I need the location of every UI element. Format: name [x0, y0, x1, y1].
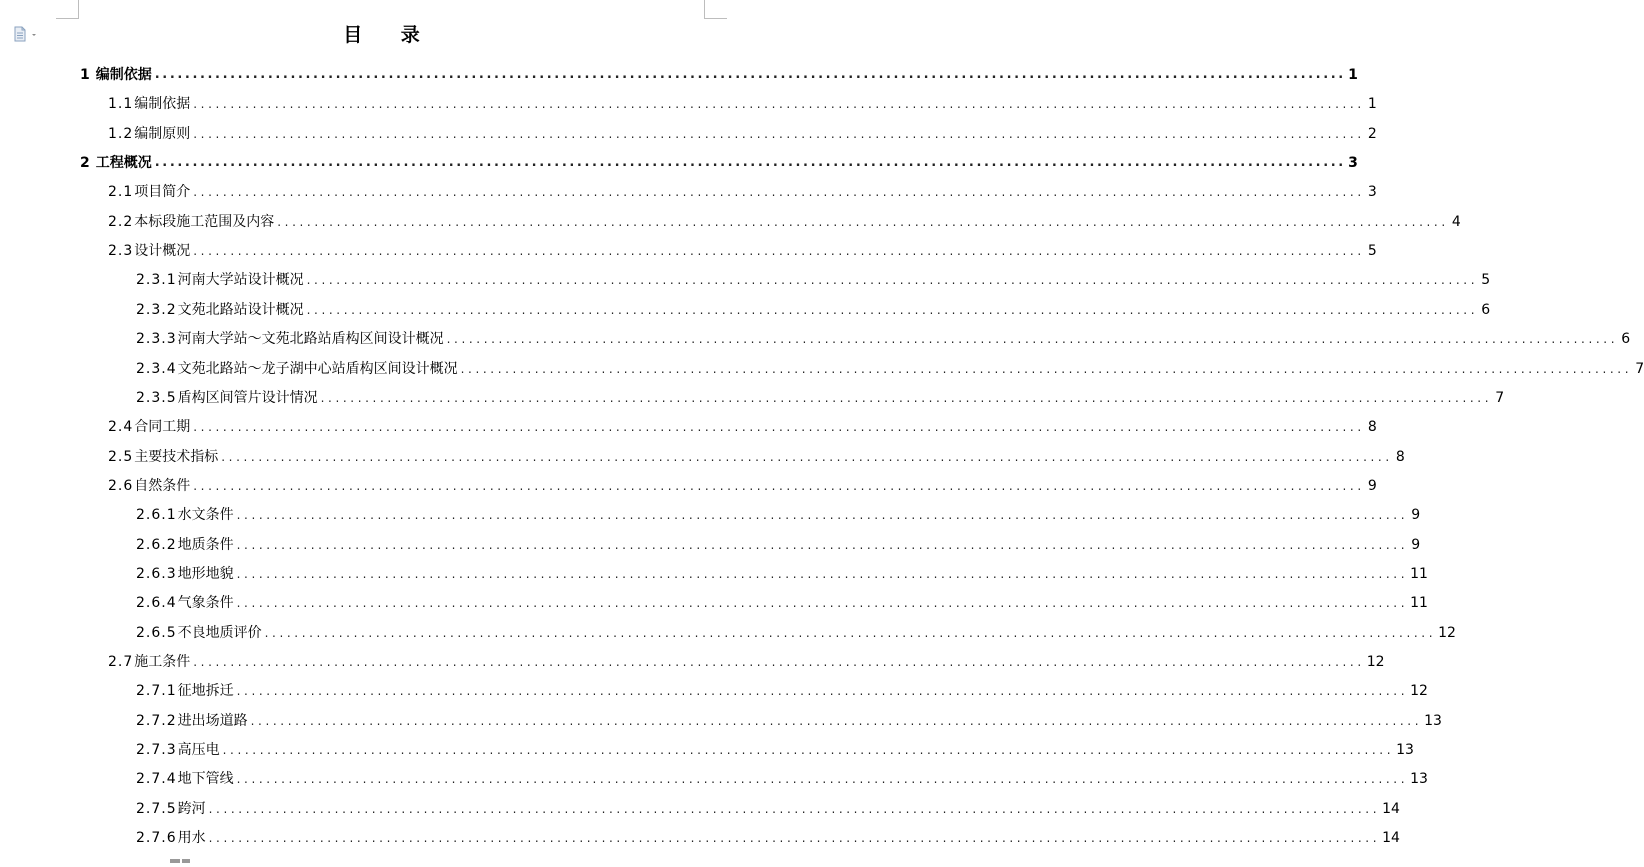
- toc-entry-number: 2.7.4: [136, 771, 177, 788]
- toc-entry-page-number: 9: [1367, 477, 1377, 494]
- toc-dot-leader: ..............................................................................................................................................................: [154, 155, 1346, 171]
- toc-entry[interactable]: [136, 318, 1631, 348]
- toc-title: 目 录: [343, 24, 436, 46]
- toc-dot-leader: ..............................................................................................................................................................: [221, 449, 1393, 464]
- toc-entry-page-number: 7: [1495, 389, 1505, 406]
- toc-entry-label: 气象条件: [177, 595, 234, 612]
- toc-entry[interactable]: [136, 670, 1428, 700]
- toc-entry-number: 1.2: [108, 125, 134, 142]
- toc-entry-number: 2.7.1: [136, 683, 177, 700]
- toc-entry-page-number: 14: [1382, 800, 1400, 817]
- toc-entry[interactable]: [108, 641, 1385, 671]
- toc-entry[interactable]: [136, 494, 1421, 524]
- toc-entry[interactable]: [136, 553, 1428, 583]
- toc-entry-label: 高压电: [177, 742, 220, 759]
- toc-entry-page-number: 1: [1367, 96, 1377, 113]
- toc-dot-leader: ..............................................................................................................................................................: [236, 772, 1409, 787]
- toc-dot-leader: ..............................................................................................................................................................: [208, 801, 1381, 816]
- page-corner-mark-right: [704, 0, 727, 19]
- toc-dot-leader: ..............................................................................................................................................................: [306, 273, 1479, 288]
- toc-entry[interactable]: [136, 729, 1414, 759]
- toc-dot-leader: ..............................................................................................................................................................: [193, 478, 1365, 493]
- toc-entry-number: 2.3.3: [136, 331, 177, 348]
- toc-dot-leader: ..............................................................................................................................................................: [236, 596, 1409, 611]
- toc-entry-number: 2.7.3: [136, 742, 177, 759]
- toc-dot-leader: ..............................................................................................................................................................: [193, 185, 1365, 200]
- toc-entry-page-number: 3: [1367, 184, 1377, 201]
- toc-entry[interactable]: [136, 524, 1421, 554]
- toc-entry-number: 2.6.1: [136, 507, 177, 524]
- toc-entry-label: 编制依据: [95, 67, 152, 83]
- toc-entry-label: 编制原则: [134, 125, 191, 142]
- toc-entry-page-number: 13: [1396, 742, 1414, 759]
- toc-entry-label: 本标段施工范围及内容: [134, 213, 275, 230]
- toc-entry-label: 征地拆迁: [177, 683, 234, 700]
- toc-dot-leader: ..............................................................................................................................................................: [208, 831, 1381, 846]
- toc-entry[interactable]: [136, 289, 1491, 319]
- toc-dot-leader: ..............................................................................................................................................................: [154, 67, 1346, 82]
- toc-entry-number: 2.7.2: [136, 712, 177, 729]
- toc-entry-number: 2.6.5: [136, 624, 177, 641]
- toc-entry-label: 跨河: [177, 800, 206, 817]
- toc-entry-number: 1: [80, 67, 91, 83]
- toc-dot-leader: ..............................................................................................................................................................: [193, 420, 1365, 435]
- toc-entry-number: 2.2: [108, 213, 134, 230]
- toc-entry-page-number: 8: [1367, 419, 1377, 436]
- toc-entry-page-number: 12: [1438, 624, 1456, 641]
- toc-entry[interactable]: [136, 348, 1644, 378]
- toc-entry[interactable]: [136, 700, 1442, 730]
- toc-entry-page-number: 9: [1411, 536, 1421, 553]
- toc-entry[interactable]: [108, 113, 1377, 143]
- toc-dot-leader: ..............................................................................................................................................................: [460, 361, 1633, 376]
- toc-entry-page-number: 5: [1367, 243, 1377, 260]
- toc-entry-number: 2.3.1: [136, 272, 177, 289]
- toc-dot-leader: ..............................................................................................................................................................: [193, 244, 1365, 259]
- toc-entry-number: 2.5: [108, 448, 134, 465]
- toc-dot-leader: ..............................................................................................................................................................: [236, 684, 1409, 699]
- toc-entry-label: 地下管线: [177, 771, 234, 788]
- toc-entry[interactable]: [108, 465, 1377, 495]
- toc-entry-label: 文苑北路站设计概况: [177, 301, 304, 318]
- toc-entry-page-number: 9: [1411, 507, 1421, 524]
- toc-entry-label: 主要技术指标: [134, 448, 219, 465]
- toc-entry[interactable]: [136, 377, 1505, 407]
- toc-entry-label: 水文条件: [177, 507, 234, 524]
- toc-entry-page-number: 13: [1424, 712, 1442, 729]
- toc-dot-leader: ..............................................................................................................................................................: [320, 390, 1493, 405]
- toc-entry[interactable]: [80, 54, 1358, 84]
- toc-entry-label: 施工条件: [134, 654, 191, 670]
- toc-entry-page-number: 2: [1367, 125, 1377, 142]
- toc-entry-label: 河南大学站～文苑北路站盾构区间设计概况: [177, 331, 444, 348]
- toc-dot-leader: ..............................................................................................................................................................: [193, 126, 1365, 141]
- toc-entry-page-number: 14: [1382, 830, 1400, 847]
- toc-entry-page-number: 11: [1410, 565, 1428, 582]
- toc-entry[interactable]: [80, 142, 1358, 172]
- toc-entry-number: 2: [80, 155, 91, 172]
- toc-entry-page-number: 11: [1410, 595, 1428, 612]
- toc-entry[interactable]: [108, 436, 1405, 466]
- toc-entry-page-number: 12: [1410, 683, 1428, 700]
- toc-dot-leader: ..............................................................................................................................................................: [264, 625, 1437, 640]
- toc-entry-page-number: 6: [1481, 301, 1491, 318]
- toc-dot-leader: ..............................................................................................................................................................: [446, 332, 1619, 347]
- toc-dot-leader: ..............................................................................................................................................................: [250, 713, 1423, 728]
- toc-entry-number: 2.3.2: [136, 301, 177, 318]
- toc-entry-label: 不良地质评价: [177, 624, 262, 641]
- toc-entry-label: 编制依据: [134, 96, 191, 113]
- toc-entry-number: 2.6.2: [136, 536, 177, 553]
- toc-entry-label: 地质条件: [177, 536, 234, 553]
- toc-entry-number: 1.1: [108, 96, 134, 113]
- toc-entry[interactable]: [108, 83, 1377, 113]
- toc-dot-leader: ..............................................................................................................................................................: [277, 214, 1449, 229]
- toc-dot-leader: ..............................................................................................................................................................: [306, 302, 1479, 317]
- toc-entry-label: 设计概况: [134, 243, 191, 260]
- toc-entry-label: 河南大学站设计概况: [177, 272, 304, 289]
- next-entry-partial: [136, 848, 216, 854]
- toc-entry-page-number: 3: [1348, 155, 1358, 172]
- toc-dot-leader: ..............................................................................................................................................................: [236, 566, 1409, 581]
- toc-entry-label: 地形地貌: [177, 565, 234, 582]
- toc-entry[interactable]: [136, 817, 1400, 847]
- toc-entry-number: 2.4: [108, 419, 134, 436]
- toc-entry-label: 合同工期: [134, 419, 191, 436]
- toc-dot-leader: ..............................................................................................................................................................: [193, 97, 1365, 112]
- toc-entry[interactable]: [136, 788, 1400, 818]
- toc-entry-page-number: 4: [1451, 213, 1461, 230]
- toc-entry[interactable]: [108, 406, 1377, 436]
- toc-entry[interactable]: [108, 230, 1377, 260]
- toc-entry-page-number: 13: [1410, 771, 1428, 788]
- toc-entry[interactable]: [108, 171, 1377, 201]
- toc-entry-number: 2.3: [108, 243, 134, 260]
- toc-entry[interactable]: [108, 201, 1461, 231]
- toc-entry-number: 2.3.5: [136, 389, 177, 406]
- toc-entry-number: 2.7.6: [136, 830, 177, 847]
- toc-entry-number: 2.6.4: [136, 595, 177, 612]
- toc-entry-label: 盾构区间管片设计情况: [177, 389, 318, 406]
- toc-entry-label: 文苑北路站～龙子湖中心站盾构区间设计概况: [177, 360, 458, 377]
- toc-dot-leader: ..............................................................................................................................................................: [222, 743, 1395, 758]
- toc-entry-label: 自然条件: [134, 477, 191, 494]
- toc-dot-leader: ..............................................................................................................................................................: [236, 508, 1409, 523]
- toc-entry-number: 2.3.4: [136, 360, 177, 377]
- toc-entry[interactable]: [136, 612, 1456, 642]
- toc-entry[interactable]: [136, 582, 1428, 612]
- toc-entry-label: 项目简介: [134, 184, 191, 201]
- toc-entry-number: 2.6.3: [136, 565, 177, 582]
- toc-entry-page-number: 1: [1348, 67, 1358, 83]
- toc-entry-page-number: 12: [1366, 654, 1385, 670]
- toc-entry[interactable]: [136, 259, 1491, 289]
- page-corner-mark-left: [56, 0, 79, 19]
- toc-entry-number: 2.7.5: [136, 800, 177, 817]
- toc-entry-page-number: 8: [1395, 448, 1405, 465]
- toc-entry-page-number: 7: [1635, 360, 1644, 377]
- toc-entry-number: 2.7: [108, 654, 134, 670]
- toc-dot-leader: ..............................................................................................................................................................: [193, 655, 1365, 669]
- toc-dot-leader: ..............................................................................................................................................................: [236, 537, 1409, 552]
- toc-entry-label: 用水: [177, 830, 206, 847]
- toc-entry-page-number: 6: [1621, 331, 1631, 348]
- toc-entry-label: 工程概况: [95, 155, 152, 172]
- toc-entry-number: 2.1: [108, 184, 134, 201]
- toc-entry-page-number: 5: [1481, 272, 1491, 289]
- toc-entry-label: 进出场道路: [177, 712, 248, 729]
- toc-entry[interactable]: [136, 758, 1428, 788]
- toc-entry-number: 2.6: [108, 477, 134, 494]
